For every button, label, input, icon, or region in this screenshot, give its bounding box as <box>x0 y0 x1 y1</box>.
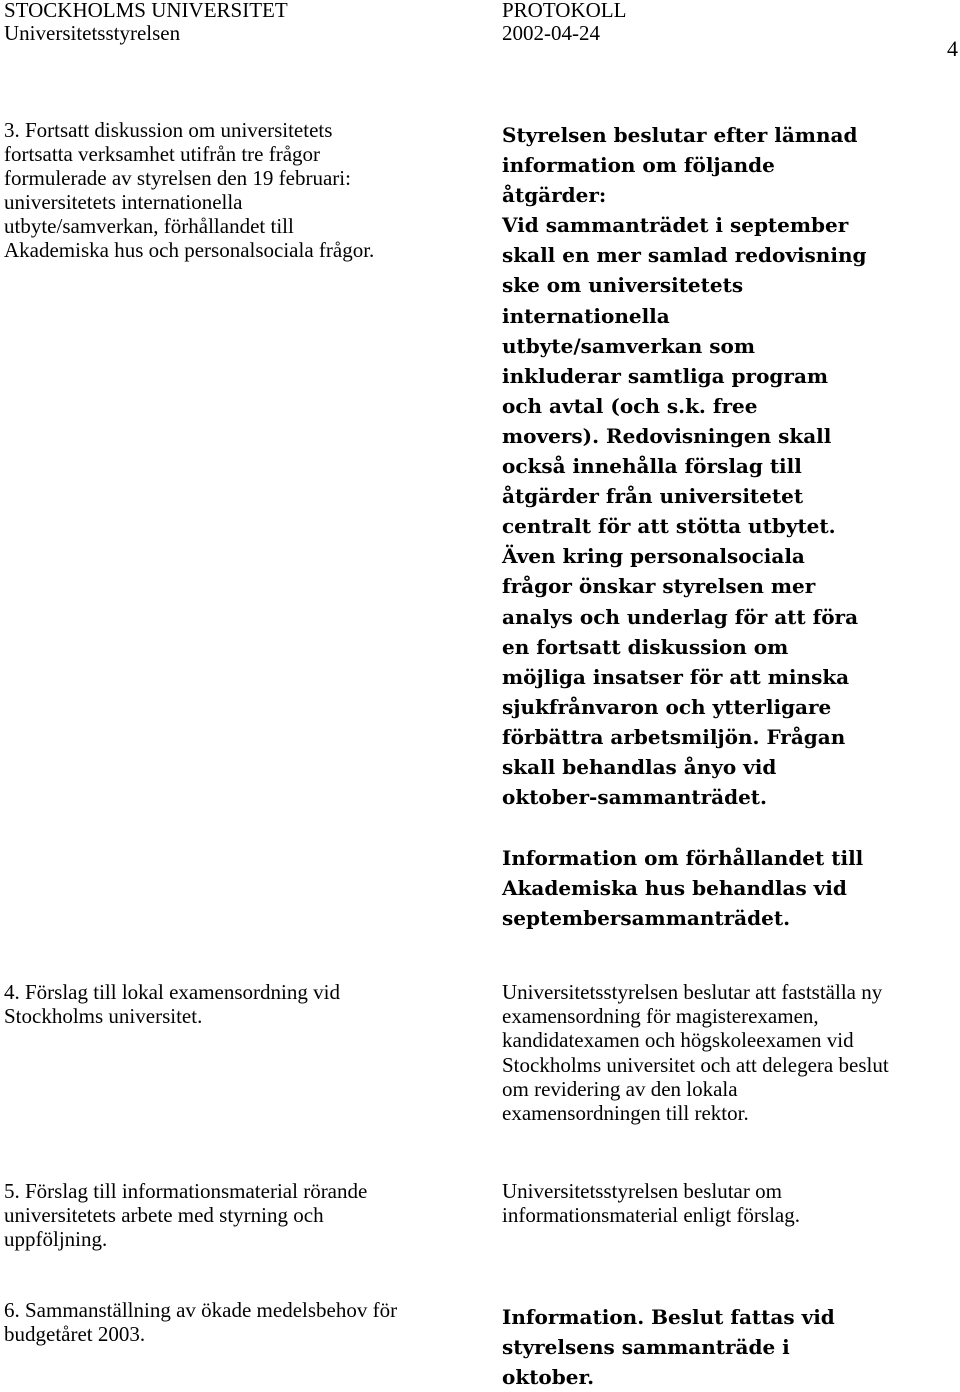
item-title: 4. Förslag till lokal examensordning vid Stockholms universitet. <box>4 980 340 1028</box>
board-name: Universitetsstyrelsen <box>4 21 181 45</box>
item-decision-extra: Information om förhållandet till Akademiska hus behandlas vid septembersammanträdet. <box>502 846 864 931</box>
item-decision: Universitetsstyrelsen beslutar att fastställa ny examensordning för magisterexamen, kandidatexamen och högskoleexamen vid Stockholms universitet och att delegera beslut om revidering av den lokala examensordningen till rektor. <box>502 980 889 1126</box>
page-number: 4 <box>947 36 958 61</box>
item-decision: Information. Beslut fattas vid styrelsens sammanträde i oktober. <box>502 1305 835 1390</box>
item-title: 3. Fortsatt diskussion om universitetets fortsatta verksamhet utifrån tre frågor formulerade av styrelsen den 19 februari: universitetets internationella utbyte/samverkan, förhållandet till Akademiska hus och personalsociala frågor. <box>4 118 375 262</box>
university-name: STOCKHOLMS UNIVERSITET <box>4 0 288 22</box>
document-date: 2002-04-24 <box>502 21 600 45</box>
document-type: PROTOKOLL <box>502 0 627 22</box>
item-decision: Styrelsen beslutar efter lämnad information om följande åtgärder: Vid sammanträdet i september skall en mer samlad redovisning ske om universitetets internationella utbyte/samverkan som inkluderar samtliga program och avtal (och s.k. free movers). Redovisningen skall också innehålla förslag till åtgärder från universitetet centralt för att stötta utbytet. Även kring personalsociala frågor önskar styrelsen mer analys och underlag för att föra en fortsatt diskussion om möjliga insatser för att minska sjukfrånvaron och ytterligare förbättra arbetsmiljön. Frågan skall behandlas ånyo vid oktober-sammanträdet. <box>502 123 867 810</box>
item-title: 5. Förslag till informationsmaterial rörande universitetets arbete med styrning och uppföljning. <box>4 1179 368 1251</box>
item-decision: Universitetsstyrelsen beslutar om informationsmaterial enligt förslag. <box>502 1179 800 1228</box>
item-title: 6. Sammanställning av ökade medelsbehov för budgetåret 2003. <box>4 1298 398 1346</box>
